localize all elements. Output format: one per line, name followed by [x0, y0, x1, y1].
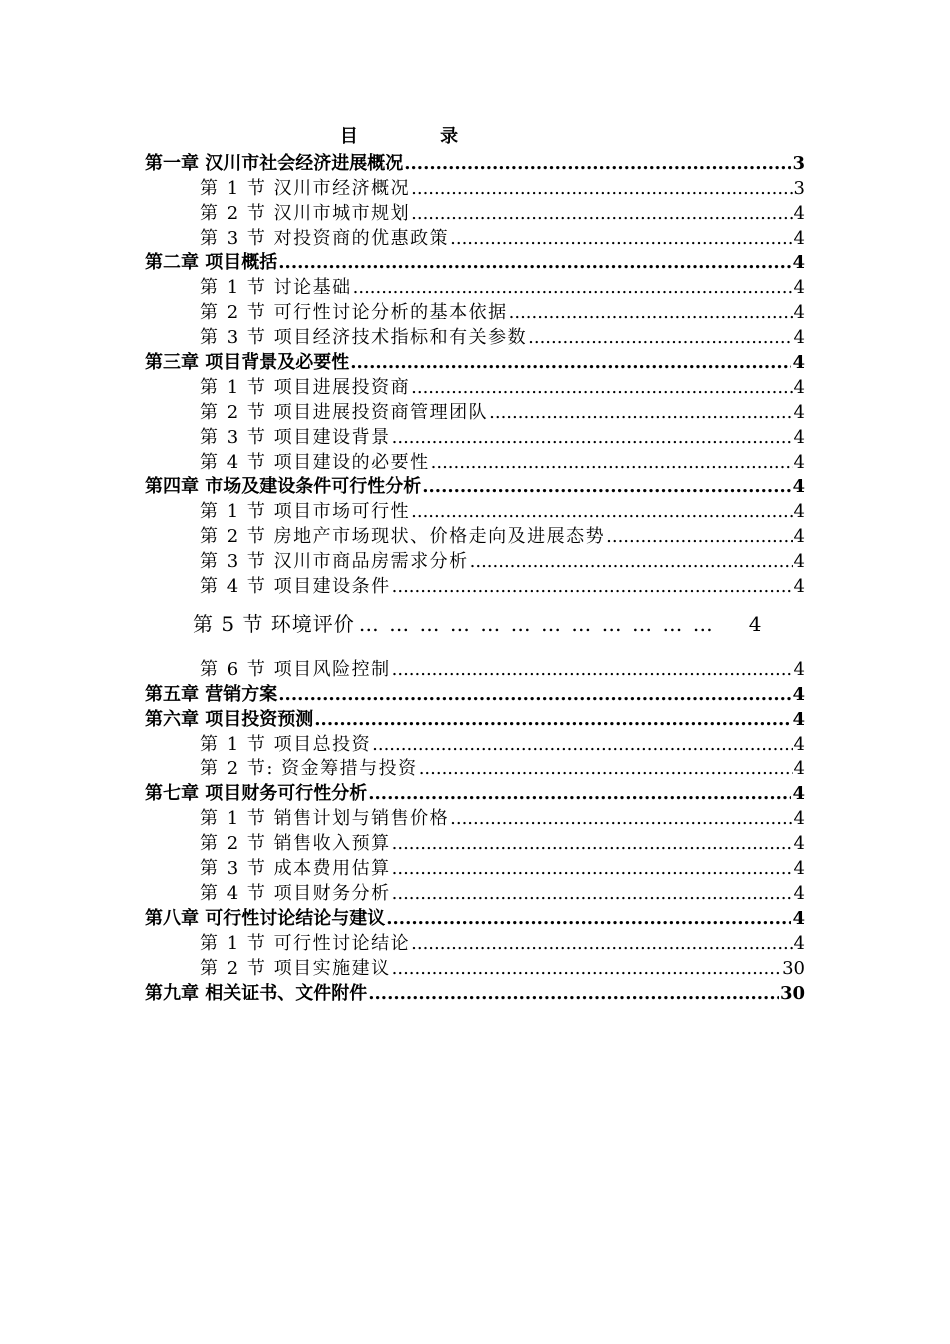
toc-entry-label: 第 1 节 项目进展投资商	[200, 376, 411, 398]
toc-entry-page-number: 4	[793, 277, 805, 299]
toc-entry-page-number: 3	[793, 177, 805, 199]
toc-entry-label: 第二章 项目概括	[145, 252, 278, 274]
toc-entry-page-number: 4	[793, 376, 805, 398]
toc-entry-leader	[470, 551, 793, 573]
toc-entry-leader	[411, 178, 792, 200]
toc-section-entry[interactable]	[145, 299, 805, 324]
toc-entry-page-number: 4	[793, 401, 805, 423]
toc-entry-label: 第 3 节 项目建设背景	[200, 426, 391, 448]
toc-entry-leader	[350, 352, 791, 374]
toc-entry-label: 第 1 节 讨论基础	[200, 277, 352, 299]
toc-entry-label: 第 3 节 汉川市商品房需求分析	[200, 551, 469, 573]
toc-entry-leader	[392, 858, 793, 880]
toc-entry-page-number: 4	[793, 327, 805, 349]
toc-entry-page-number: 4	[793, 932, 805, 954]
toc-entry-leader	[392, 883, 793, 905]
toc-entry-page-number: 4	[793, 551, 805, 573]
toc-entry-page-number: 3	[792, 152, 805, 174]
toc-chapter-entry[interactable]	[145, 980, 805, 1005]
table-of-contents	[145, 150, 805, 1005]
toc-entry-page-number: 4	[793, 833, 805, 855]
toc-entry-page-number: 4	[793, 882, 805, 904]
toc-section-entry[interactable]	[145, 731, 805, 756]
toc-entry-leader	[278, 684, 791, 706]
toc-entry-label: 第一章 汉川市社会经济进展概况	[145, 152, 404, 174]
toc-entry-label: 第六章 项目投资预测	[145, 708, 314, 730]
toc-chapter-entry[interactable]	[145, 474, 805, 499]
toc-entry-page-number: 4	[793, 426, 805, 448]
toc-entry-leader	[509, 302, 793, 324]
toc-entry-leader	[392, 659, 793, 681]
toc-entry-label: 第八章 可行性讨论结论与建议	[145, 907, 386, 929]
toc-entry-label: 第 2 节 汉川市城市规划	[200, 202, 411, 224]
toc-entry-page-number: 4	[793, 758, 805, 780]
toc-section-entry[interactable]	[145, 955, 805, 980]
toc-section-entry[interactable]	[145, 573, 805, 598]
toc-section-entry[interactable]	[145, 548, 805, 573]
toc-chapter-entry[interactable]	[145, 349, 805, 374]
toc-entry-page-number: 4	[792, 683, 805, 705]
toc-entry-leader	[489, 402, 792, 424]
toc-chapter-entry[interactable]	[145, 905, 805, 930]
toc-section-entry[interactable]	[145, 930, 805, 955]
toc-entry-page-number: 4	[793, 501, 805, 523]
toc-section-entry[interactable]	[145, 805, 805, 830]
toc-section-entry[interactable]	[145, 175, 805, 200]
toc-entry-leader	[404, 153, 791, 175]
toc-section-entry[interactable]	[145, 274, 805, 299]
toc-section-entry[interactable]	[145, 399, 805, 424]
toc-entry-label: 第 2 节 可行性讨论分析的基本依据	[200, 302, 508, 324]
toc-section-entry[interactable]	[145, 424, 805, 449]
toc-entry-page-number: 4	[793, 733, 805, 755]
toc-entry-page-number: 4	[792, 352, 805, 374]
toc-entry-page-number: 4	[792, 476, 805, 498]
toc-entry-label: 第 2 节 项目进展投资商管理团队	[200, 401, 489, 423]
toc-entry-page-number: 4	[793, 526, 805, 548]
toc-entry-label: 第三章 项目背景及必要性	[145, 352, 350, 374]
toc-entry-label: 第 2 节: 资金筹措与投资	[200, 758, 418, 780]
toc-entry-page-number: 4	[793, 858, 805, 880]
toc-section-entry[interactable]	[145, 880, 805, 905]
toc-entry-leader	[431, 452, 793, 474]
toc-section-entry[interactable]	[145, 225, 805, 250]
toc-entry-page-number: 30	[779, 982, 805, 1004]
toc-entry-page-number: 4	[792, 907, 805, 929]
toc-entry-leader	[278, 252, 791, 274]
toc-entry-leader	[353, 277, 793, 299]
toc-entry-label: 第四章 市场及建设条件可行性分析	[145, 476, 422, 498]
toc-entry-leader	[392, 833, 793, 855]
toc-entry-label: 第 1 节 项目总投资	[200, 733, 372, 755]
toc-entry-leader	[411, 377, 792, 399]
toc-entry-label: 第 3 节 成本费用估算	[200, 858, 391, 880]
toc-section-entry[interactable]	[145, 324, 805, 349]
toc-entry-page-number: 4	[793, 576, 805, 598]
toc-section-entry[interactable]	[145, 855, 805, 880]
toc-title: 目 录	[339, 126, 497, 147]
toc-entry-leader	[411, 203, 792, 225]
toc-entry-label: 第 4 节 项目建设条件	[200, 576, 391, 598]
toc-entry-label: 第 2 节 项目实施建议	[200, 957, 391, 979]
toc-section-entry[interactable]	[145, 523, 805, 548]
toc-section-entry[interactable]	[145, 449, 805, 474]
toc-entry-leader	[392, 427, 793, 449]
toc-entry-page-number: 4	[793, 227, 805, 249]
toc-entry-page-number: 4	[793, 658, 805, 680]
toc-entry-leader	[368, 783, 791, 805]
toc-entry-page-number: 4	[792, 783, 805, 805]
toc-entry-label: 第 4 节 项目建设的必要性	[200, 451, 430, 473]
toc-chapter-entry[interactable]	[145, 150, 805, 175]
toc-entry-label: 第 1 节 汉川市经济概况	[200, 177, 411, 199]
toc-entry-label: 第 5 节 环境评价	[193, 611, 355, 636]
toc-entry-leader	[450, 228, 792, 250]
toc-entry-leader	[314, 709, 791, 731]
toc-entry-page-number: 4	[793, 302, 805, 324]
toc-section-entry[interactable]	[145, 374, 805, 399]
toc-section-entry[interactable]	[145, 604, 805, 643]
toc-entry-page-number: 4	[793, 202, 805, 224]
toc-entry-leader	[386, 908, 791, 930]
toc-entry-leader	[411, 933, 792, 955]
toc-entry-leader	[372, 734, 792, 756]
toc-entry-label: 第七章 项目财务可行性分析	[145, 783, 368, 805]
toc-entry-leader	[411, 501, 792, 523]
toc-section-entry[interactable]	[145, 656, 805, 681]
toc-entry-label: 第 3 节 项目经济技术指标和有关参数	[200, 327, 528, 349]
toc-entry-leader	[419, 758, 793, 780]
toc-entry-page-number: 4	[793, 451, 805, 473]
toc-entry-label: 第 2 节 房地产市场现状、价格走向及进展态势	[200, 526, 606, 548]
toc-entry-leader	[422, 476, 791, 498]
toc-entry-leader	[528, 327, 792, 349]
toc-entry-page-number: 4	[793, 808, 805, 830]
toc-entry-leader	[368, 983, 779, 1005]
toc-entry-label: 第九章 相关证书、文件附件	[145, 982, 368, 1004]
toc-chapter-entry[interactable]	[145, 681, 805, 706]
toc-entry-page-number: 4	[792, 252, 805, 274]
toc-entry-label: 第 6 节 项目风险控制	[200, 658, 391, 680]
toc-entry-label: 第 1 节 项目市场可行性	[200, 501, 411, 523]
toc-chapter-entry[interactable]	[145, 780, 805, 805]
toc-section-entry[interactable]	[145, 200, 805, 225]
toc-entry-label: 第 3 节 对投资商的优惠政策	[200, 227, 450, 249]
toc-entry-label: 第 1 节 可行性讨论结论	[200, 932, 411, 954]
toc-entry-leader	[392, 958, 781, 980]
toc-entry-leader	[392, 576, 793, 598]
toc-section-entry[interactable]	[145, 498, 805, 523]
toc-entry-label: 第 2 节 销售收入预算	[200, 833, 391, 855]
toc-entry-page-number: 30	[782, 957, 805, 979]
toc-entry-label: 第 1 节 销售计划与销售价格	[200, 808, 450, 830]
toc-chapter-entry[interactable]	[145, 250, 805, 275]
toc-entry-leader: … … … … … … … … … … … …	[358, 611, 715, 636]
toc-entry-leader	[450, 808, 792, 830]
toc-section-entry[interactable]	[145, 830, 805, 855]
toc-entry-page-number: 4	[792, 708, 805, 730]
toc-section-entry[interactable]	[145, 756, 805, 781]
toc-entry-label: 第 4 节 项目财务分析	[200, 882, 391, 904]
toc-entry-page-number: 4	[748, 611, 762, 636]
toc-entry-label: 第五章 营销方案	[145, 683, 278, 705]
toc-chapter-entry[interactable]	[145, 706, 805, 731]
toc-entry-leader	[606, 526, 792, 548]
